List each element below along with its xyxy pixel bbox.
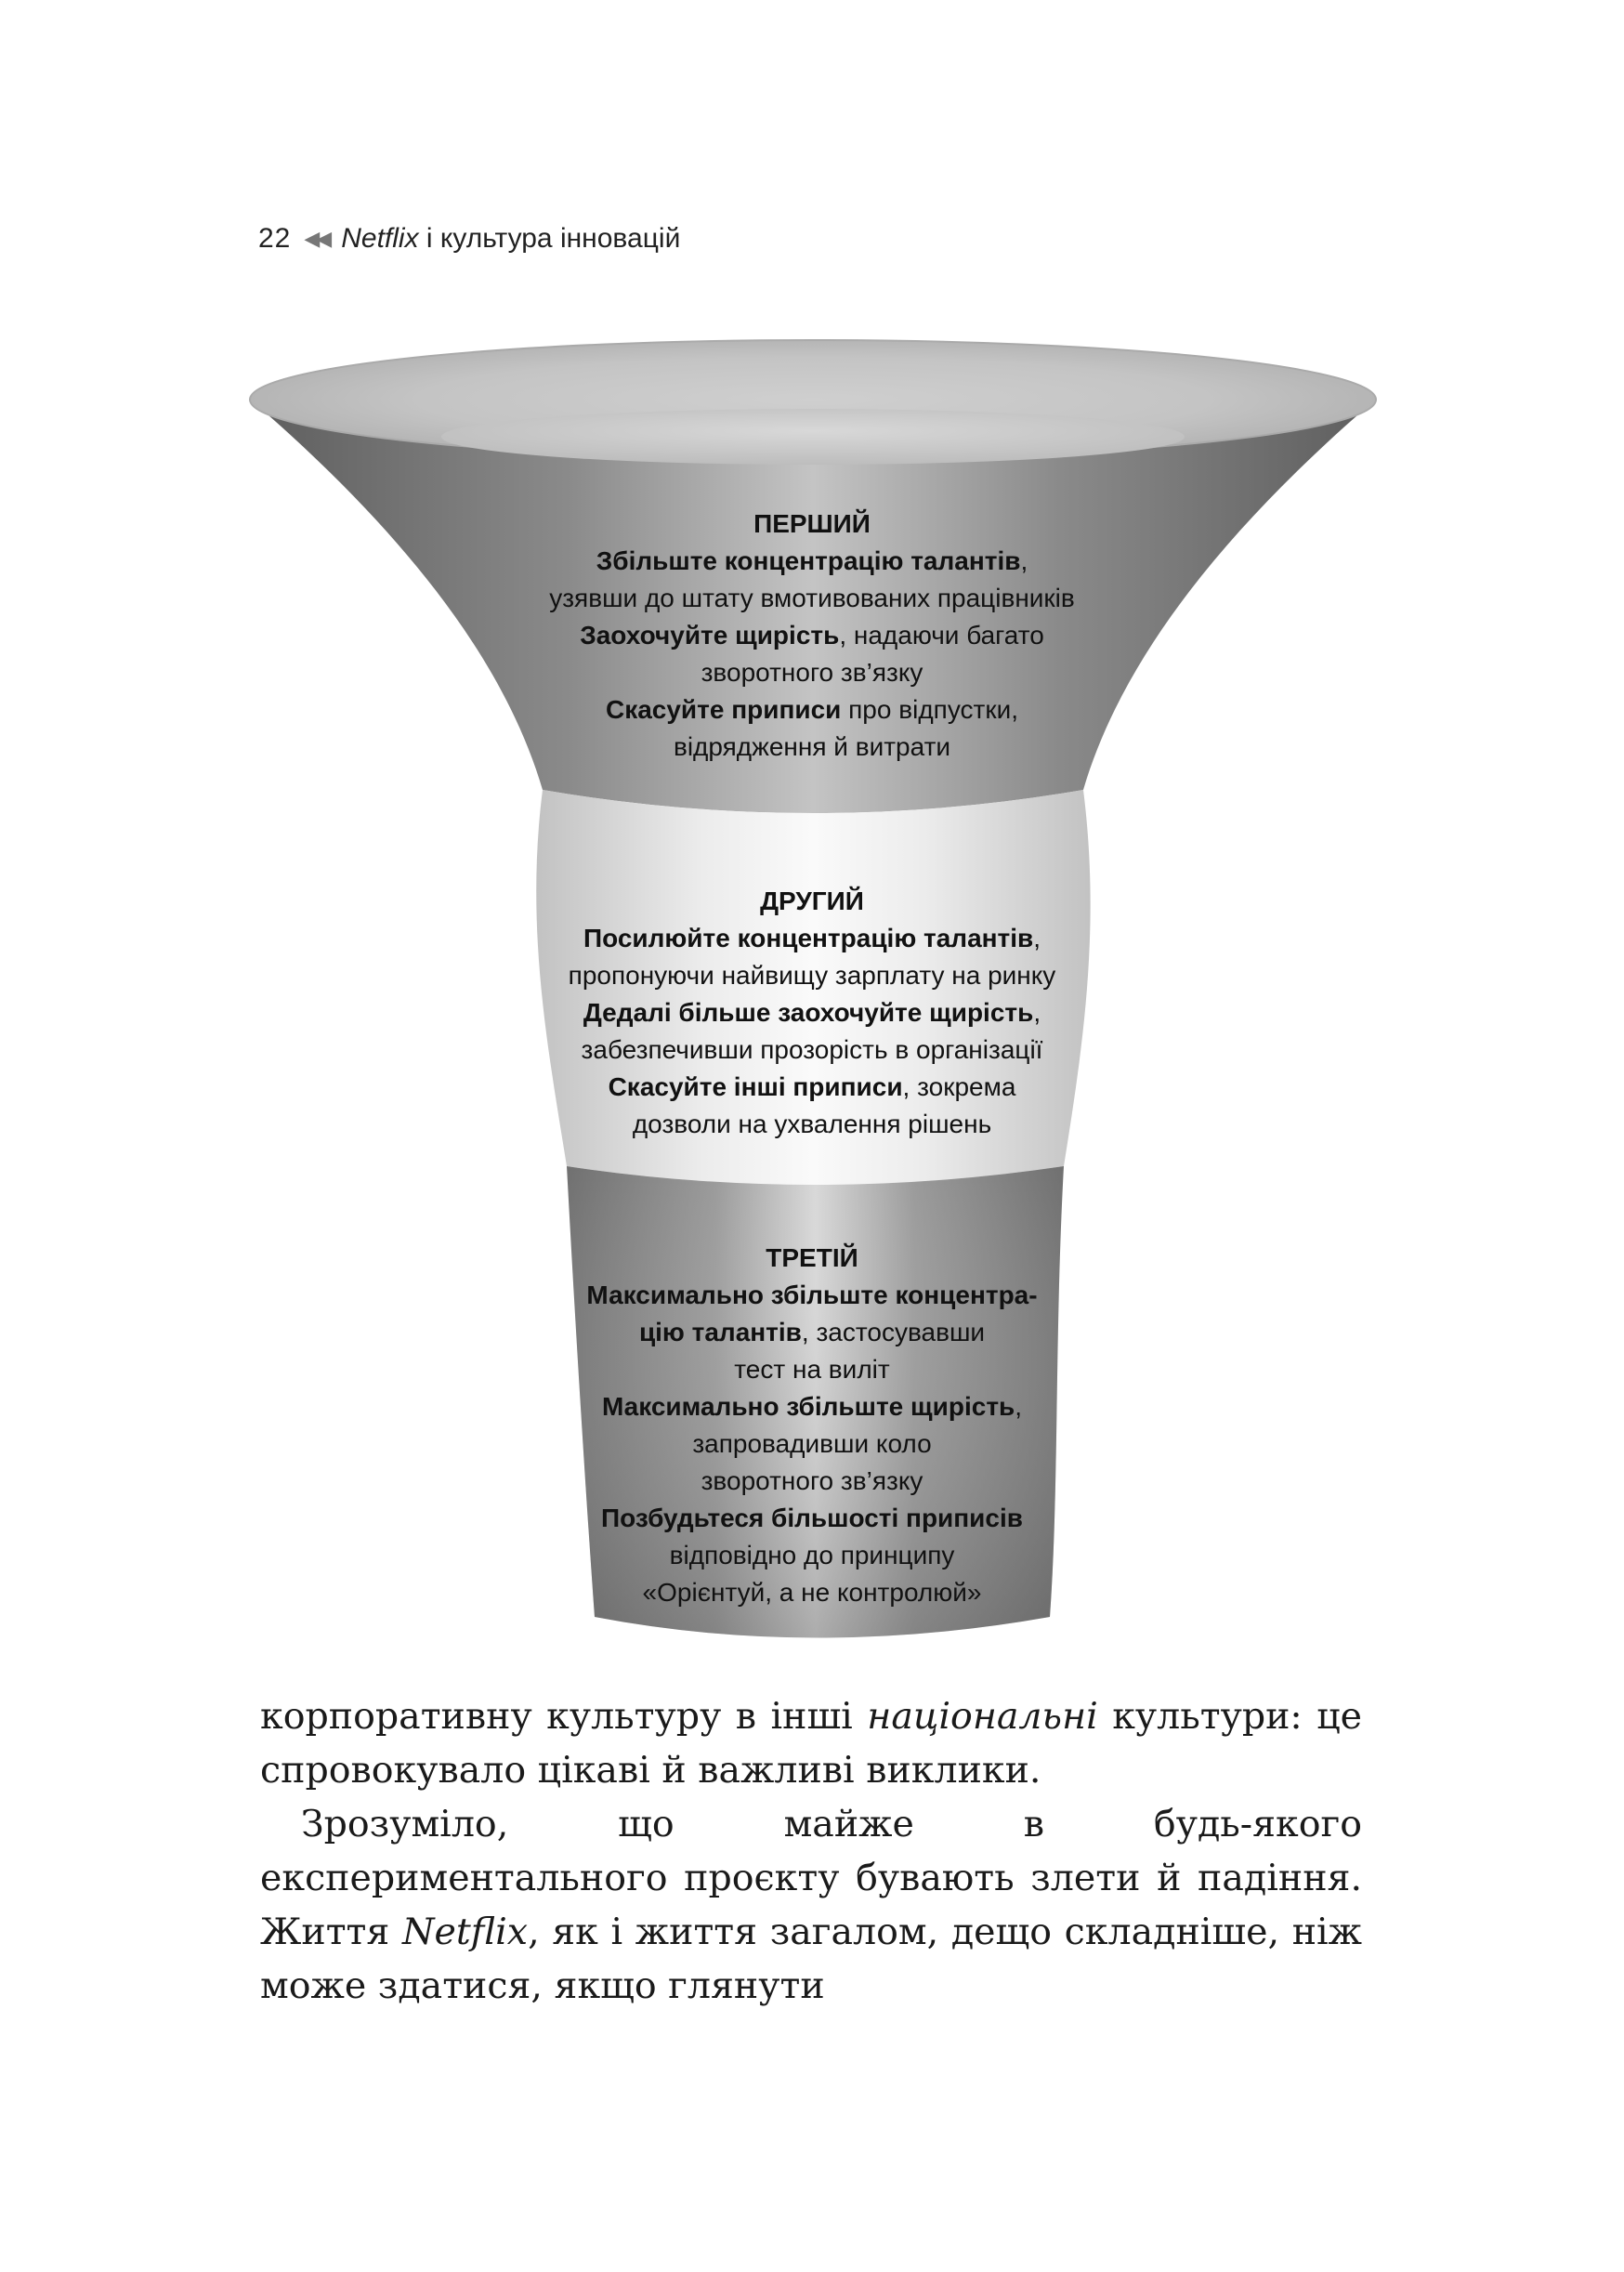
stage-line: пропонуючи найвищу зарплату на ринку	[568, 961, 1056, 990]
stage-third-text	[468, 1240, 1156, 1611]
stage-second-heading: ДРУГИЙ	[760, 886, 864, 915]
double-arrow-icon: ◀◀	[304, 227, 329, 250]
stage-line: тест на виліт	[734, 1355, 890, 1384]
stage-line: дозволи на ухвалення рішень	[632, 1110, 992, 1138]
stage-line: забезпечивши прозорість в організації	[581, 1035, 1043, 1064]
paragraph: Зрозуміло, що майже в будь-якого експериментального проєкту бувають злети й падіння. Життя Netflix, як і життя загалом, дещо складніше, ніж може здатися, якщо глянути	[260, 1803, 1363, 2007]
stage-line: цію талантів, застосувавши	[638, 1318, 986, 1346]
body-text	[260, 1689, 1362, 2013]
paragraph: корпоративну культуру в інші національні культури: це спровокувало цікаві й важливі виклики.	[260, 1695, 1362, 1792]
stage-line: Заохочуйте щирість, надаючи багато	[580, 621, 1044, 650]
page-number: 22	[258, 223, 292, 254]
stage-line: Максимально збільште щирість,	[601, 1392, 1023, 1421]
stage-third-heading: ТРЕТІЙ	[766, 1243, 858, 1272]
stage-line: Збільште концентрацію талантів,	[596, 546, 1028, 575]
stage-line: відповідно до принципу	[669, 1541, 955, 1569]
running-title-italic: Netflix	[341, 223, 419, 254]
stage-line: Максимально збільште концентра-	[586, 1280, 1038, 1309]
stage-line: Скасуйте приписи про відпустки,	[605, 695, 1018, 724]
funnel-opening	[441, 409, 1185, 465]
stage-line: запровадивши коло	[692, 1429, 932, 1458]
stage-line: Посилюйте концентрацію талантів,	[583, 924, 1041, 952]
stage-line: зворотного зв’язку	[701, 658, 923, 687]
stage-line: зворотного зв’язку	[701, 1466, 923, 1495]
stage-first-heading: ПЕРШИЙ	[753, 509, 871, 538]
stage-line: Позбудьтеся більшості приписів	[601, 1504, 1023, 1532]
stage-second-text	[468, 883, 1156, 1143]
stage-line: Дедалі більше заохочуйте щирість,	[583, 998, 1041, 1027]
running-title-rest: і культура інновацій	[418, 223, 681, 254]
stage-line: відрядження й витрати	[673, 732, 951, 761]
stage-line: «Орієнтуй, а не контролюй»	[642, 1578, 982, 1607]
stage-line: Скасуйте інші приписи, зокрема	[608, 1072, 1016, 1101]
stage-line: узявши до штату вмотивованих працівників	[549, 584, 1075, 612]
stage-first-text	[468, 506, 1156, 766]
